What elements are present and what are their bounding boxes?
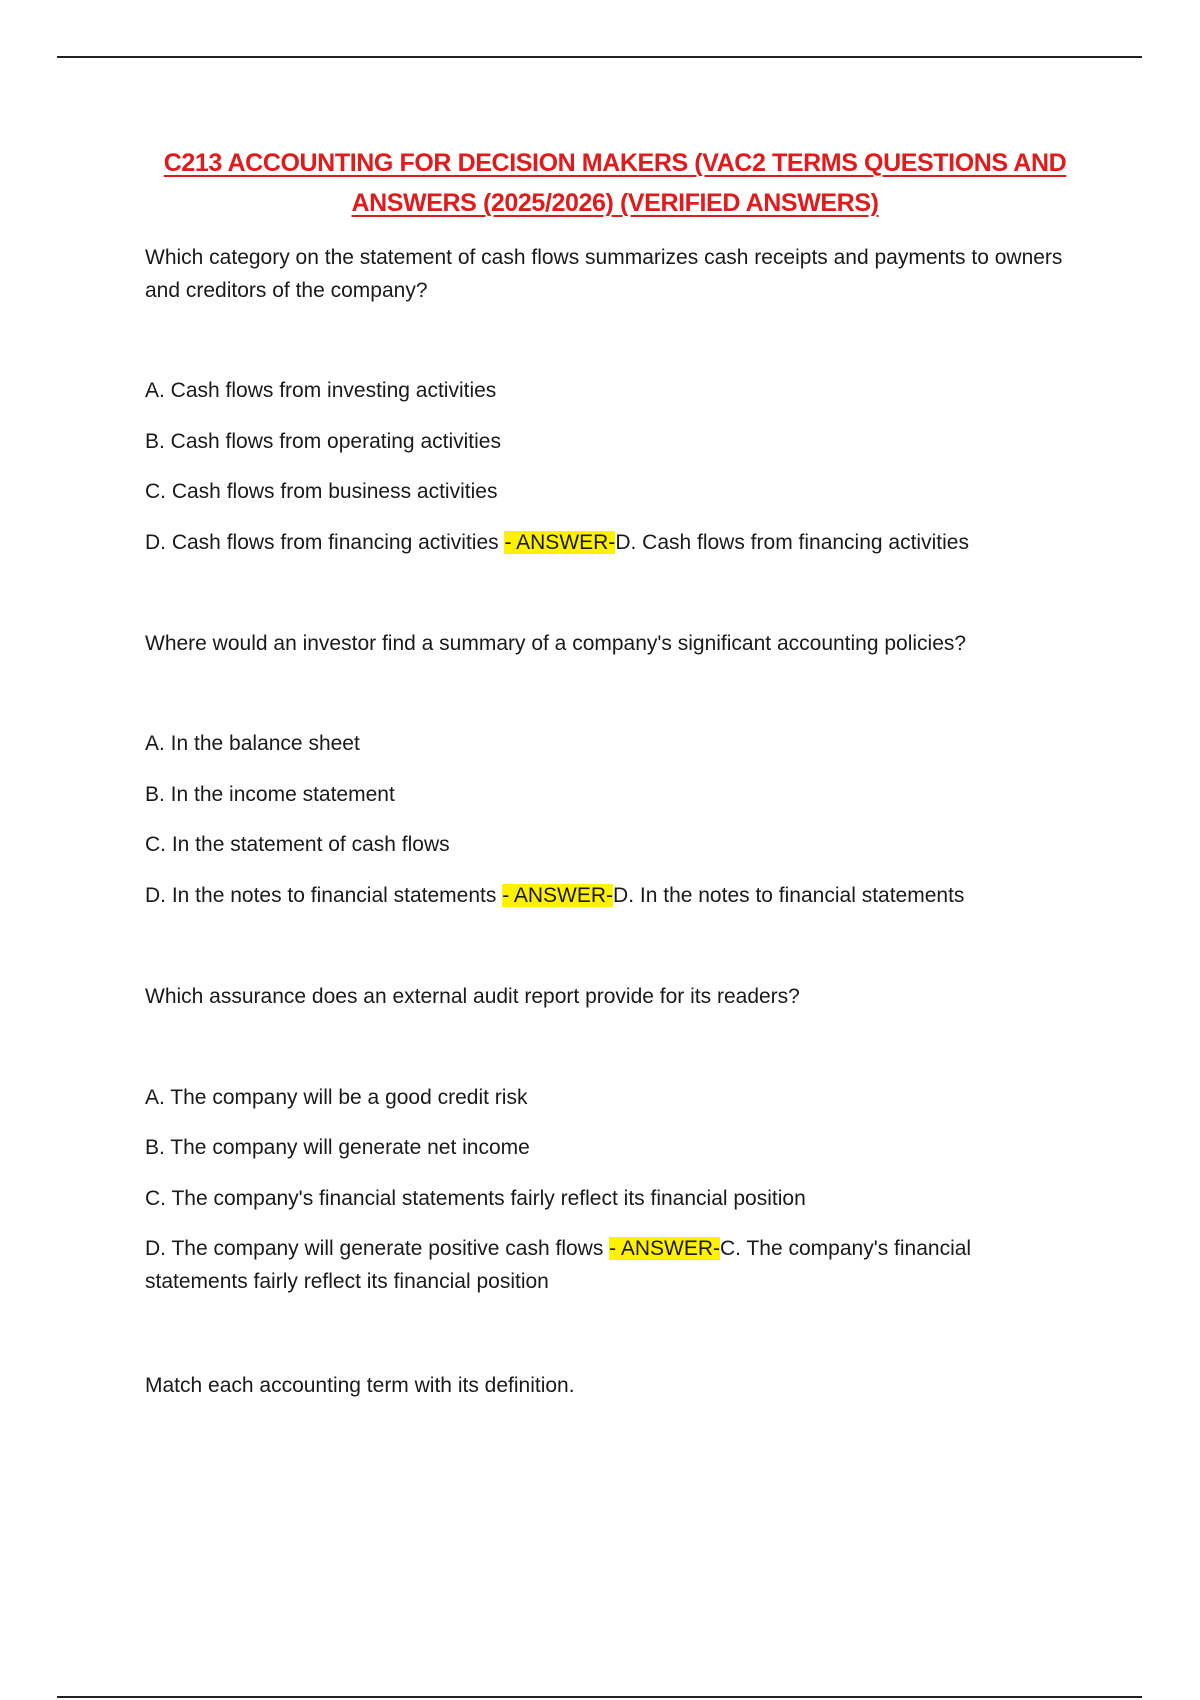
- question-3-text: Which assurance does an external audit report provide for its readers?: [145, 985, 800, 1008]
- question-3-option-c: C. The company's financial statements fairly reflect its financial position: [145, 1187, 806, 1210]
- question-1-answer: D. Cash flows from financing activities: [615, 531, 969, 554]
- title-line-1: C213 ACCOUNTING FOR DECISION MAKERS (VAC2 TERMS QUESTIONS AND: [163, 149, 1067, 177]
- question-2-text: Where would an investor find a summary of a company's significant accounting policies?: [145, 632, 967, 655]
- question-2-answer: D. In the notes to financial statements: [613, 884, 965, 907]
- title-line-2: ANSWERS (2025/2026) (VERIFIED ANSWERS): [351, 189, 879, 217]
- bottom-rule: [57, 1696, 1142, 1698]
- top-rule: [57, 56, 1142, 58]
- question-2-option-a: A. In the balance sheet: [145, 732, 360, 755]
- question-1-option-d: D. Cash flows from financing activities: [145, 531, 505, 554]
- question-2-option-d-line: [145, 879, 1065, 912]
- question-4-text: Match each accounting term with its definition.: [145, 1374, 575, 1397]
- answer-marker-highlight: - ANSWER-: [504, 531, 616, 554]
- question-3-option-b: B. The company will generate net income: [145, 1136, 530, 1159]
- question-1-text: Which category on the statement of cash flows summarizes cash receipts and payments to owners and creditors of the company?: [145, 246, 1063, 302]
- question-2-option-d: D. In the notes to financial statements: [145, 884, 503, 907]
- answer-marker-highlight: - ANSWER-: [609, 1237, 721, 1260]
- answer-marker-highlight: - ANSWER-: [502, 884, 614, 907]
- question-2-option-b: B. In the income statement: [145, 783, 395, 806]
- question-1-option-c: C. Cash flows from business activities: [145, 480, 498, 503]
- question-3-option-d-line: [145, 1232, 1065, 1298]
- question-3-option-d: D. The company will generate positive cash flows: [145, 1237, 610, 1260]
- question-1-option-d-line: [145, 526, 1065, 559]
- question-3-answer: C. The company's financial statements fairly reflect its financial position: [145, 1237, 972, 1293]
- document-title: [100, 143, 1130, 223]
- question-2-option-c: C. In the statement of cash flows: [145, 833, 450, 856]
- question-1-option-a: A. Cash flows from investing activities: [145, 379, 497, 402]
- question-3-option-a: A. The company will be a good credit risk: [145, 1086, 528, 1109]
- question-1-option-b: B. Cash flows from operating activities: [145, 430, 501, 453]
